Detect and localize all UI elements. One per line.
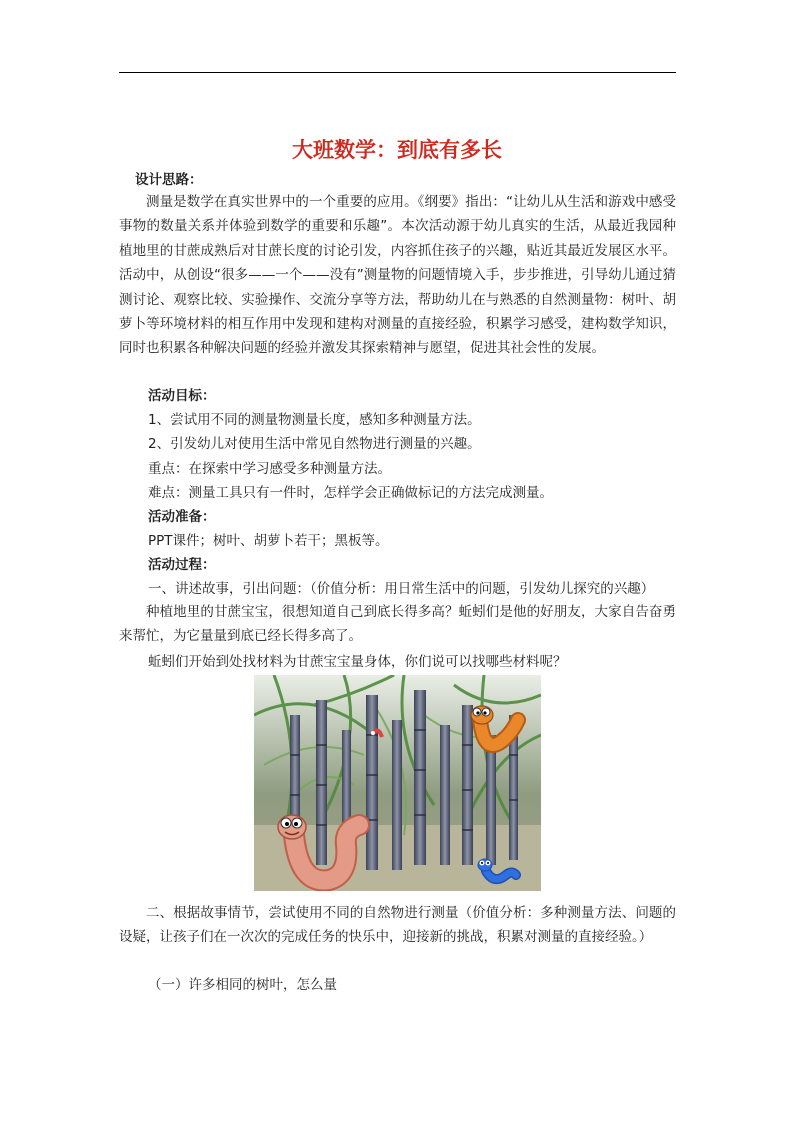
question-paragraph: 蚯蚓们开始到处找材料为甘蔗宝宝量身体，你们说可以找哪些材料呢？ [148,654,567,670]
difficulty-point: 难点：测量工具只有一件时，怎样学会正确做标记的方法完成测量。 [148,485,553,501]
header-rule [119,72,676,73]
process-step-1: 一、讲述故事，引出问题：（价值分析：用日常生活中的问题，引发幼儿探究的兴趣） [148,581,655,597]
process-sub-1: （一）许多相同的树叶，怎么量 [148,977,337,993]
key-point: 重点：在探索中学习感受多种测量方法。 [148,461,391,477]
process-heading: 活动过程： [148,557,216,573]
prep-body: PPT课件；树叶、胡萝卜若干；黑板等。 [148,533,389,549]
story-paragraph: 种植地里的甘蔗宝宝，很想知道自己到底长得多高？蚯蚓们是他的好朋友，大家自告奋勇来帮忙，为它量量到底已经长得多高了。 [119,604,676,644]
goal-item-1: 1、尝试用不同的测量物测量长度，感知多种测量方法。 [148,412,481,428]
design-heading: 设计思路： [135,172,203,188]
goals-heading: 活动目标： [148,388,216,404]
goal-item-2: 2、引发幼儿对使用生活中常见自然物进行测量的兴趣。 [148,436,481,452]
prep-heading: 活动准备： [148,509,216,525]
sugarcane-worms-illustration [254,675,541,891]
page-title: 大班数学：到底有多长 [292,137,502,162]
process-step-2: 二、根据故事情节，尝试使用不同的自然物进行测量（价值分析：多种测量方法、问题的设疑，让孩子们在一次次的完成任务的快乐中，迎接新的挑战，积累对测量的直接经验。） [119,905,676,945]
design-paragraph: 测量是数学在真实世界中的一个重要的应用。《纲要》指出：“让幼儿从生活和游戏中感受事物的数量关系并体验到数学的重要和乐趣”。本次活动源于幼儿真实的生活，从最近我园种植地里的甘蔗成熟后对甘蔗长度的讨论引发，内容抓住孩子的兴趣，贴近其最近发展区水平。活动中，从创设“很多——一个——没有”测量物的问题情境入手，步步推进，引导幼儿通过猜测讨论、观察比较、实验操作、交流分享等方法，帮助幼儿在与熟悉的自然测量物：树叶、胡萝卜等环境材料的相互作用中发现和建构对测量的直接经验，积累学习感受，建构数学知识，同时也积累各种解决问题的经验并激发其探索精神与愿望，促进其社会性的发展。 [119,194,676,357]
